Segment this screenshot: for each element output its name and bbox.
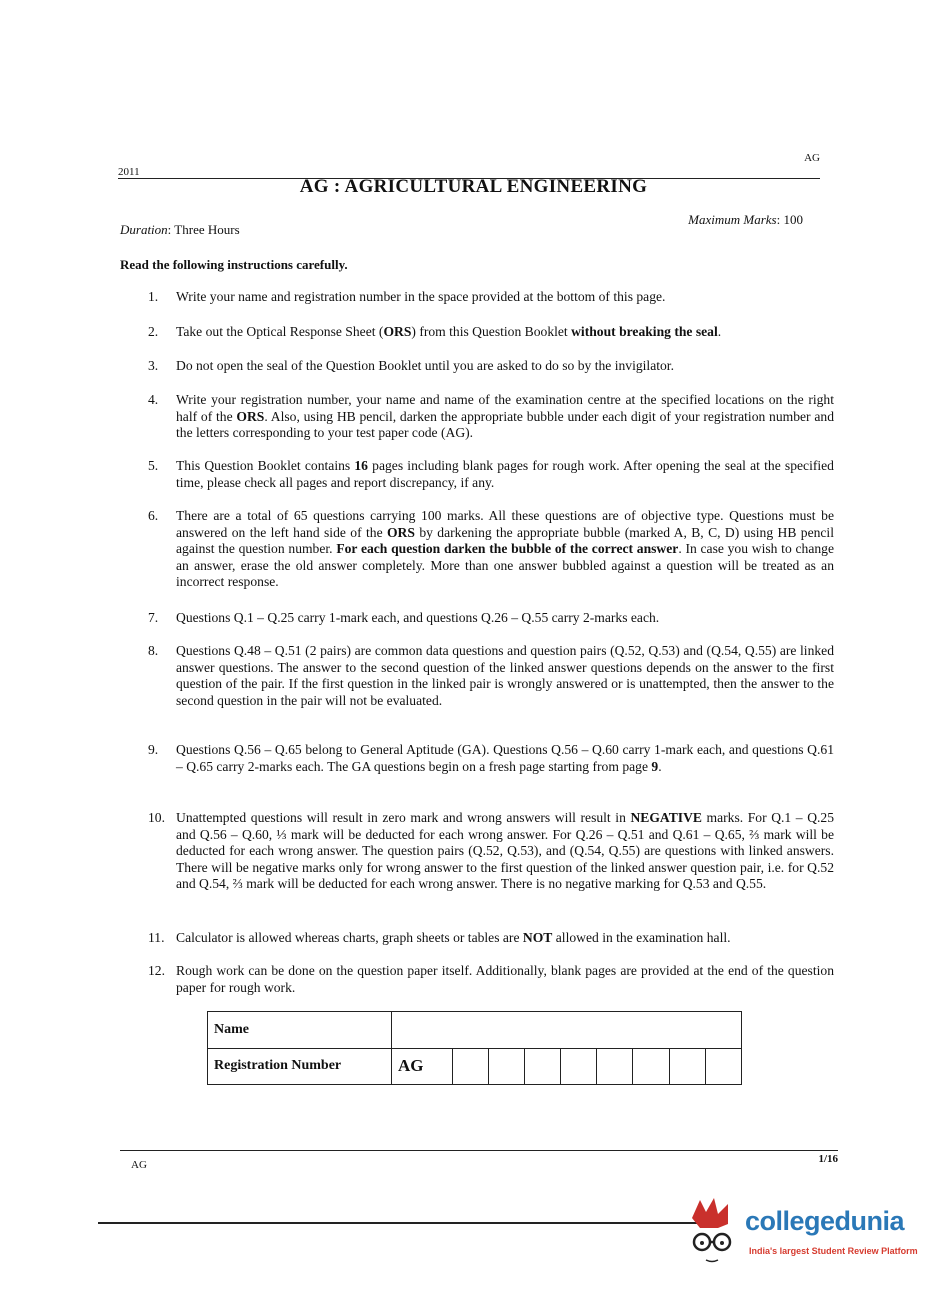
instructions-heading: Read the following instructions carefully. [120,257,348,272]
instruction-item [148,643,834,709]
registration-digit-box[interactable] [597,1048,633,1085]
marks-value: : 100 [776,212,803,227]
exam-year: 2011 [118,166,140,178]
footer-line [98,1222,698,1224]
name-field[interactable] [392,1012,742,1049]
instruction-item [148,358,834,375]
registration-digit-box[interactable] [561,1048,597,1085]
instruction-number: 1. [148,289,159,304]
instruction-text: Write your registration number, your name and name of the examination centre at the specified locations on the right half of the ORS. Also, using HB pencil, darken the appropriate bubble under each digit of your registration number and the letters corresponding to your test paper code (AG). [176,392,834,440]
instruction-item [148,289,834,306]
instruction-text: Write your name and registration number in the space provided at the bottom of this page. [176,289,666,304]
name-row [208,1012,742,1049]
instruction-number: 10. [148,810,165,825]
instruction-text: Questions Q.56 – Q.65 belong to General Aptitude (GA). Questions Q.56 – Q.60 carry 1-mark each, and questions Q.61 – Q.65 carry 2-marks each. The GA questions begin on a fresh page starting from page 9. [176,742,834,774]
instruction-number: 7. [148,610,159,625]
instruction-item [148,324,834,341]
marks-label: Maximum Marks [688,212,777,227]
instruction-text: Calculator is allowed whereas charts, graph sheets or tables are NOT allowed in the examination hall. [176,930,731,945]
registration-digit-box[interactable] [633,1048,669,1085]
duration [120,222,240,238]
registration-digit-box[interactable] [488,1048,524,1085]
instruction-number: 5. [148,458,159,473]
instruction-item [148,610,834,627]
instruction-number: 3. [148,358,159,373]
registration-digit-box[interactable] [705,1048,741,1085]
instruction-text: Questions Q.48 – Q.51 (2 pairs) are common data questions and question pairs (Q.52, Q.53) and (Q.54, Q.55) are linked answer questions. The answer to the second question of the linked answer questions depends on the answer to the first question of the pair. If the first question in the linked pair is wrongly answered or is unattempted, then the answer to the second question in the pair will not be evaluated. [176,643,834,708]
name-label: Name [208,1012,392,1049]
page-number: 1/16 [818,1153,838,1165]
instruction-text: Take out the Optical Response Sheet (ORS) from this Question Booklet without breaking the seal. [176,324,722,339]
instruction-text: This Question Booklet contains 16 pages including blank pages for rough work. After opening the seal at the specified time, please check all pages and report discrepancy, if any. [176,458,834,490]
registration-row [208,1048,742,1085]
candidate-info-table [207,1011,742,1085]
registration-digit-box[interactable] [669,1048,705,1085]
paper-code-top: AG [804,152,820,164]
collegedunia-logo-text: collegedunia [745,1206,905,1236]
instruction-text: There are a total of 65 questions carrying 100 marks. All these questions are of objective type. Questions must be answered on the left hand side of the ORS by darkening the appropriate bubble (marked A, B, C, D) using HB pencil against the question number. For each question darken the bubble of the correct answer. In case you wish to change an answer, erase the old answer completely. More than one answer bubbled against a question will be treated as an incorrect response. [176,508,834,589]
registration-digit-box[interactable] [524,1048,560,1085]
paper-code-bottom: AG [131,1159,147,1171]
instruction-number: 6. [148,508,159,523]
collegedunia-tagline: India's largest Student Review Platform [749,1246,918,1256]
instruction-item [148,810,834,893]
instruction-text: Questions Q.1 – Q.25 carry 1-mark each, and questions Q.26 – Q.55 carry 2-marks each. [176,610,660,625]
instruction-text: Do not open the seal of the Question Booklet until you are asked to do so by the invigilator. [176,358,674,373]
instruction-item [148,963,834,996]
instruction-item [148,742,834,775]
instruction-item [148,458,834,491]
instruction-text: Rough work can be done on the question paper itself. Additionally, blank pages are provided at the end of the question paper for rough work. [176,963,834,995]
registration-digit-box[interactable] [452,1048,488,1085]
instruction-number: 8. [148,643,159,658]
instruction-number: 12. [148,963,165,978]
instruction-item [148,392,834,442]
registration-label: Registration Number [208,1048,392,1085]
maximum-marks [688,212,803,228]
instruction-number: 9. [148,742,159,757]
instruction-number: 11. [148,930,165,945]
instruction-item [148,930,834,947]
page-title: AG : AGRICULTURAL ENGINEERING [299,176,648,197]
duration-label: Duration [120,222,168,237]
instruction-text: Unattempted questions will result in zero mark and wrong answers will result in NEGATIVE marks. For Q.1 – Q.25 and Q.56 – Q.60, ⅓ mark will be deducted for each wrong answer. For Q.26 – Q.51 and Q.61 – Q.65, ⅔ mark will be deducted for each wrong answer. The question pairs (Q.52, Q.53), and (Q.54, Q.55) are questions with linked answers. There will be negative marks only for wrong answer to the first question of the linked answer question pair, i.e. for Q.52 and Q.54, ⅔ mark will be deducted for each wrong answer. There is no negative marking for Q.53 and Q.55. [176,810,834,891]
footer-divider [120,1150,838,1151]
instruction-number: 2. [148,324,159,339]
registration-prefix: AG [392,1048,453,1085]
duration-value: : Three Hours [167,222,240,237]
instruction-item [148,508,834,591]
instruction-number: 4. [148,392,159,407]
